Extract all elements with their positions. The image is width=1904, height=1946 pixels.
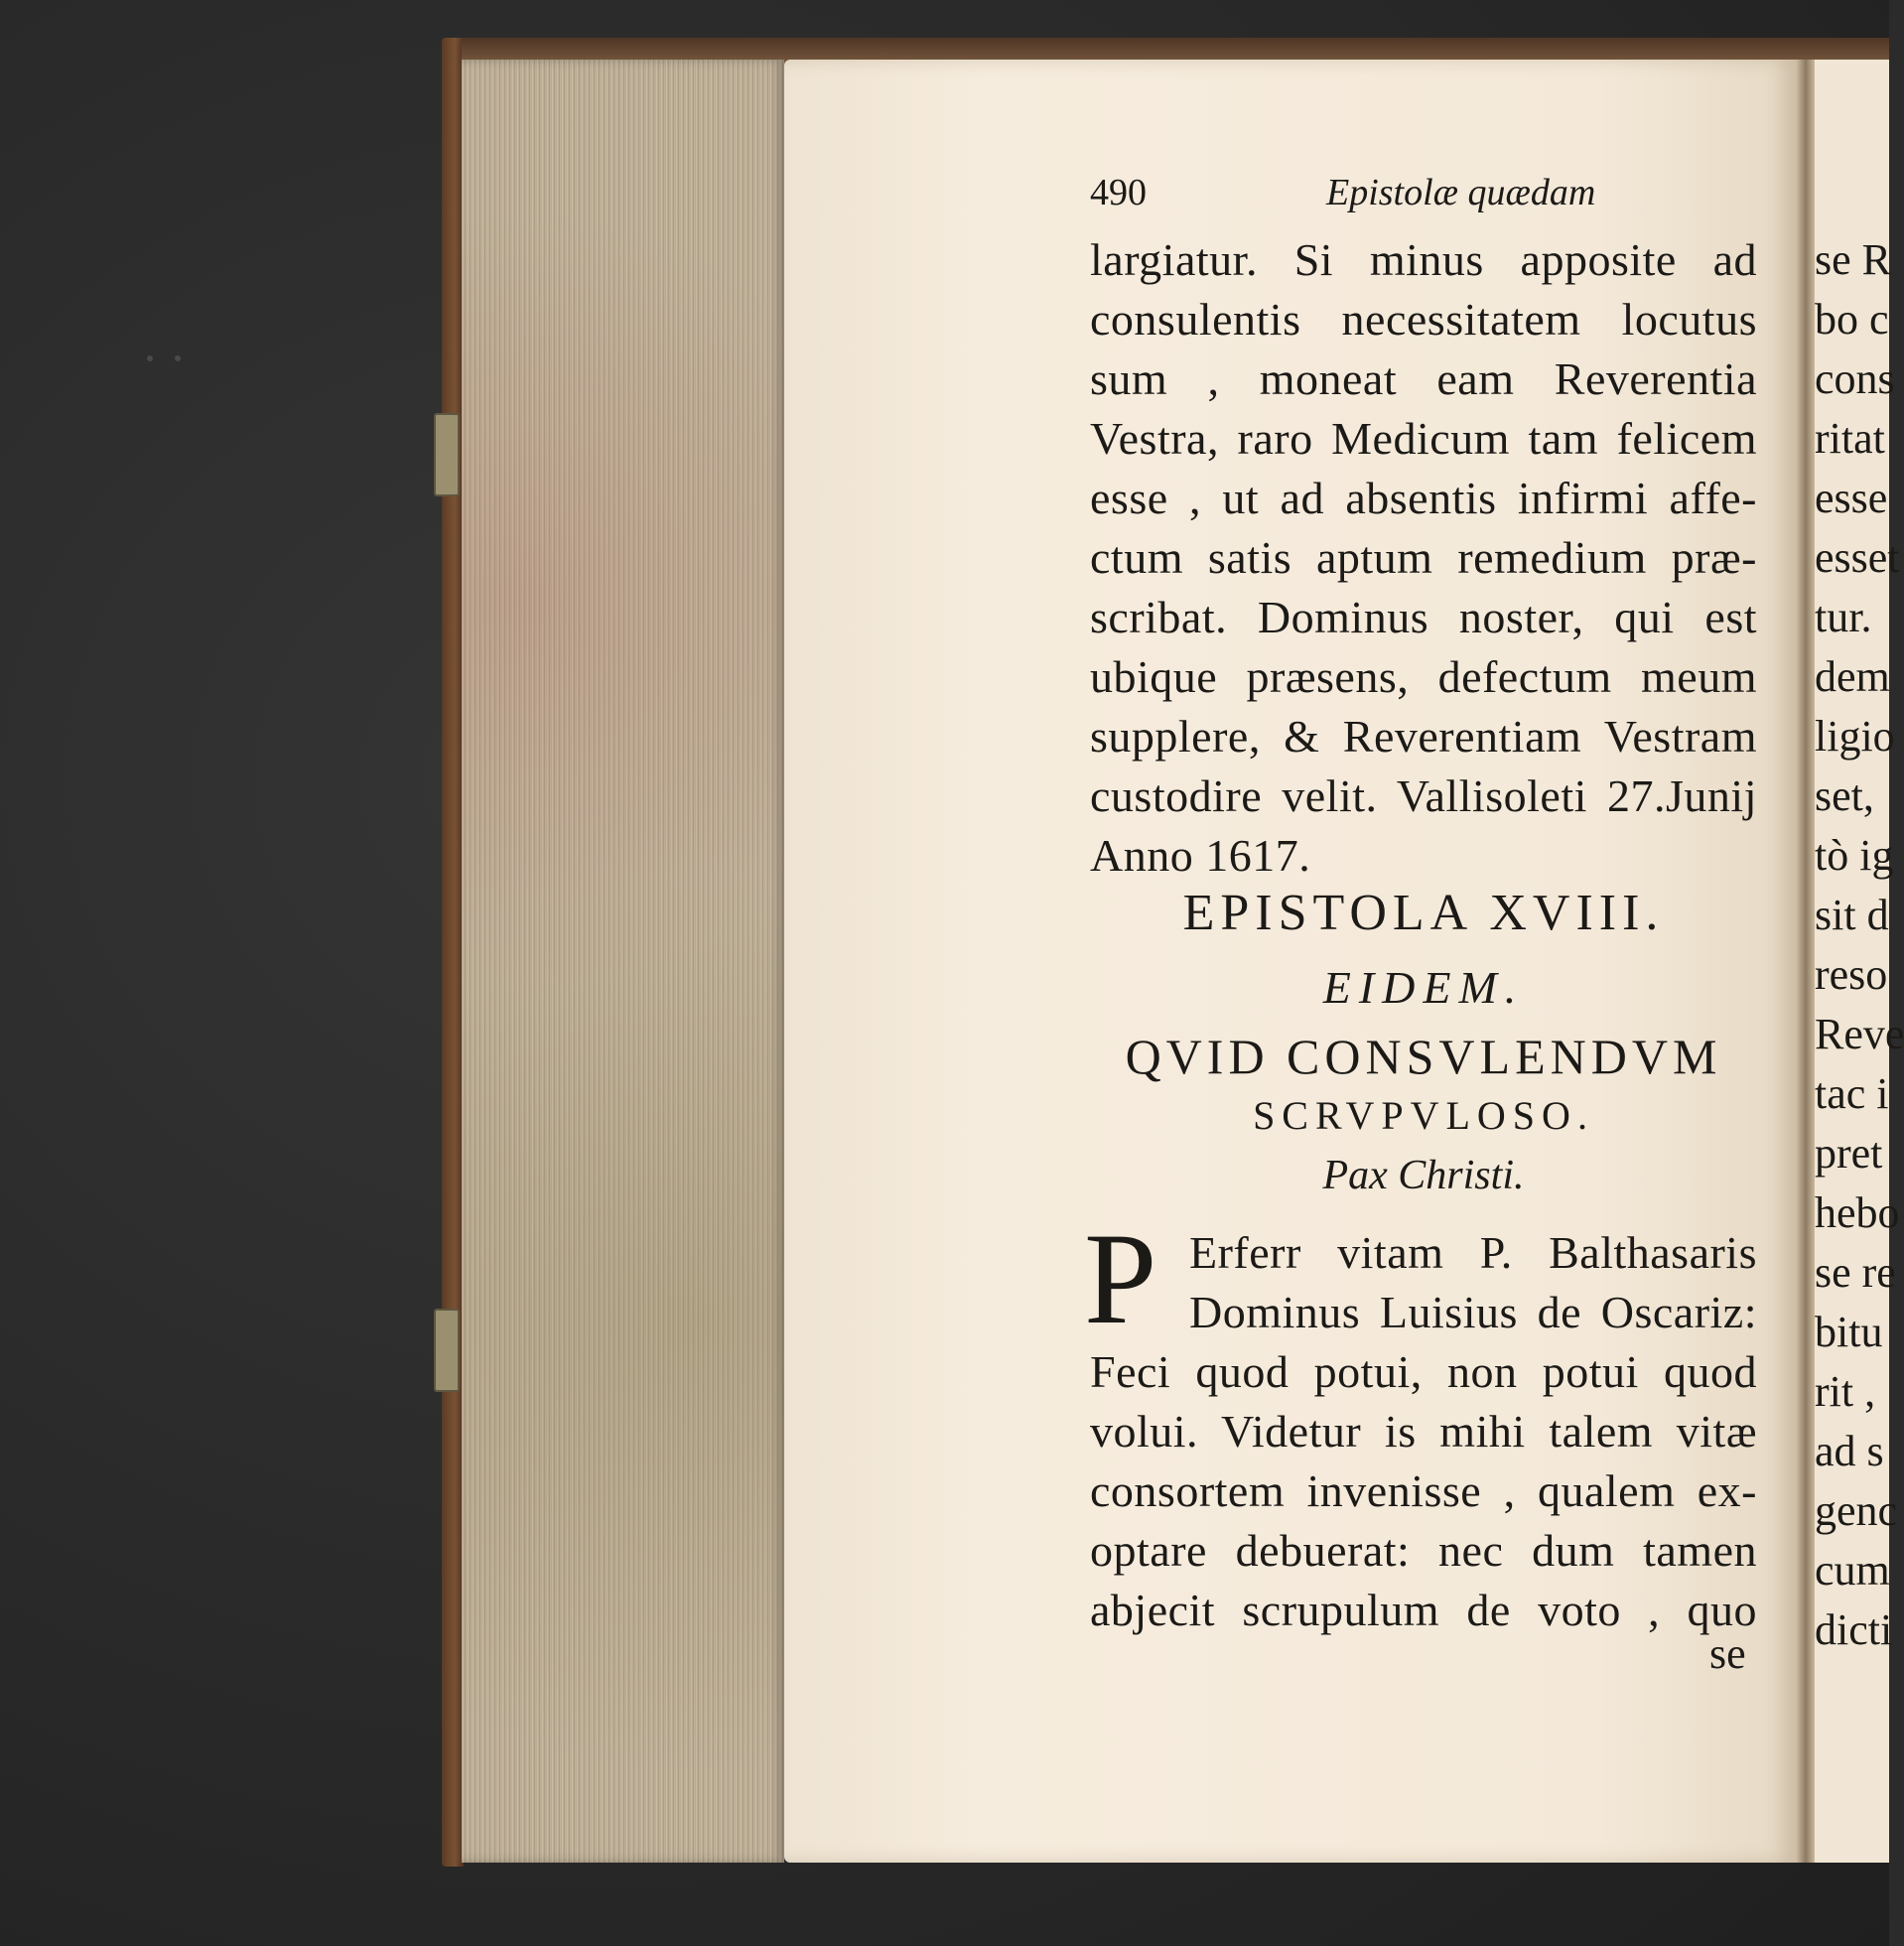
running-head: Epistolæ quædam	[1326, 172, 1596, 213]
fragment-line: ad s	[1815, 1427, 1884, 1475]
text-line: Dominus Luisius de Oscariz:	[1189, 1287, 1757, 1337]
text-line: ctum satis aptum remedium præ-	[1090, 532, 1757, 583]
page-edges-block	[462, 60, 784, 1863]
text-line: supplere, & Reverentiam Vestram	[1090, 711, 1757, 762]
fragment-line: rit ,	[1815, 1367, 1876, 1416]
fragment-line: se R	[1815, 235, 1891, 284]
fragment-line: pret	[1815, 1129, 1883, 1178]
page-number: 490	[1090, 172, 1147, 213]
subject-heading: QVID CONSVLENDVM	[1125, 1029, 1722, 1084]
fragment-line: esse	[1815, 474, 1888, 522]
fragment-line: esset	[1815, 533, 1900, 582]
dust-speck	[175, 355, 181, 361]
text-line: volui. Videtur is mihi talem vitæ	[1090, 1406, 1757, 1457]
catchword: se	[1709, 1629, 1746, 1678]
fragment-line: ligio	[1815, 712, 1895, 761]
text-line: esse , ut ad absentis infirmi affe-	[1090, 473, 1757, 523]
fragment-line: bitu	[1815, 1308, 1883, 1356]
book-cover-edge	[442, 38, 464, 1867]
text-line: ubique præsens, defectum meum	[1090, 651, 1757, 702]
fragment-line: sit d	[1815, 891, 1889, 939]
text-line: custodire velit. Vallisoleti 27.Junij	[1090, 770, 1757, 821]
text-line: consulentis necessitatem locutus	[1090, 294, 1757, 345]
fragment-line: Reve	[1815, 1010, 1904, 1058]
fragment-line: reso	[1815, 950, 1888, 999]
fragment-line: set,	[1815, 771, 1874, 820]
fragment-line: dicti	[1815, 1605, 1893, 1654]
clasp-bottom	[434, 1309, 460, 1392]
letter-paragraph	[1090, 1223, 1757, 1640]
fragment-line: cons	[1815, 354, 1895, 403]
fragment-line: tac i	[1815, 1069, 1889, 1118]
recipient-heading: EIDEM.	[1322, 962, 1525, 1013]
fragment-line: dem	[1815, 652, 1890, 701]
letter-body	[1090, 230, 1757, 886]
drop-capital: P	[1084, 1205, 1157, 1351]
clasp-top	[434, 413, 460, 496]
dust-speck	[147, 355, 153, 361]
fragment-line: cum	[1815, 1546, 1890, 1595]
text-line: abjecit scrupulum de voto , quo	[1090, 1585, 1757, 1635]
fragment-line: tò ig	[1815, 831, 1894, 880]
salutation: Pax Christi.	[1322, 1153, 1525, 1198]
text-line-date: Anno 1617.	[1090, 830, 1311, 881]
text-line: scribat. Dominus noster, qui est	[1090, 592, 1757, 642]
subject-heading-second-line: SCRVPVLOSO.	[1253, 1093, 1594, 1138]
text-line: largiatur. Si minus apposite ad	[1090, 234, 1757, 285]
text-line: optare debuerat: nec dum tamen	[1090, 1525, 1757, 1576]
fragment-line: genc	[1815, 1486, 1898, 1535]
fragment-line: hebo	[1815, 1188, 1900, 1237]
text-line: Feci quod potui, non potui quod	[1090, 1346, 1757, 1397]
page-header	[1090, 171, 1765, 230]
facing-page-text	[1815, 230, 1904, 1660]
book-gutter	[1797, 60, 1815, 1863]
text-line: Erferr vitam P. Balthasaris	[1189, 1227, 1757, 1278]
text-line: sum , moneat eam Reverentia	[1090, 353, 1757, 404]
epistle-title: EPISTOLA XVIII.	[1182, 885, 1665, 941]
fragment-line: bo c	[1815, 295, 1889, 344]
fragment-line: ritat	[1815, 414, 1885, 463]
fragment-line: se re	[1815, 1248, 1896, 1297]
fragment-line: tur.	[1815, 593, 1872, 641]
text-line: Vestra, raro Medicum tam felicem	[1090, 413, 1757, 464]
text-line: consortem invenisse , qualem ex-	[1090, 1465, 1757, 1516]
